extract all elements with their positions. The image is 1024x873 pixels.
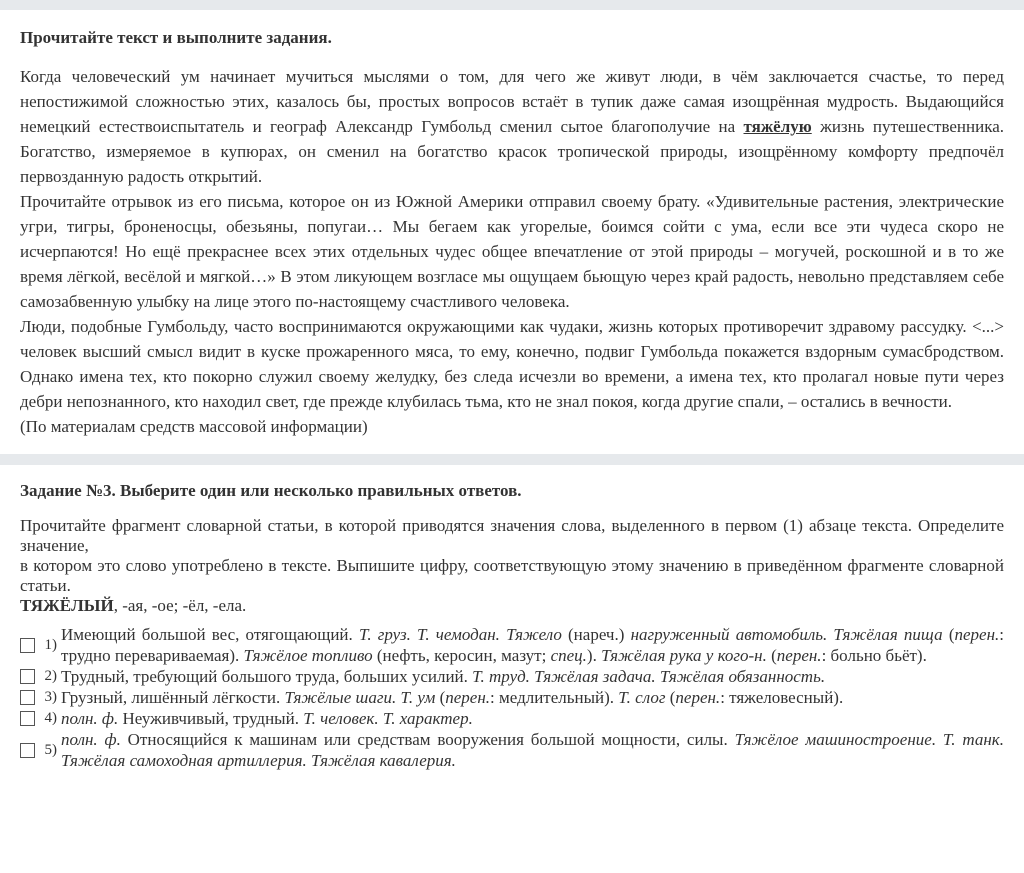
reading-section (0, 10, 1024, 439)
task-title: Задание №3. Выберите один или несколько правильных ответов. (20, 481, 522, 500)
option-2-checkbox[interactable] (20, 669, 35, 684)
highlighted-word: тяжёлую (743, 117, 812, 136)
option-3-checkbox[interactable] (20, 690, 35, 705)
option-5[interactable]: 5) полн. ф. Относящийся к машинам или средствам вооружения большой мощности, силы. Тяжёлое машиностроение. Т. танк. Тяжёлая самоходная артиллерия. Тяжёлая кавалерия. (20, 729, 1004, 771)
option-1[interactable]: 1) Имеющий большой вес, отягощающий. Т. груз. Т. чемодан. Тяжело (нареч.) нагруженный автомобиль. Тяжёлая пища (перен.: трудно перевариваемая). Тяжёлое топливо (нефть, керосин, мазут; спец.). Тяжёлая рука у кого-н. (перен.: больно бьёт). (20, 624, 1004, 666)
paragraph-3: Люди, подобные Гумбольду, часто воспринимаются окружающими как чудаки, жизнь которых противоречит здравому рассудку. <...> человек высший смысл видит в куске прожаренного мяса, то ему, конечно, подвиг Гумбольда покажется вздорным сумасбродством. Однако имена тех, кто покорно служил своему желудку, без следа исчезли во времени, а имена тех, кто пролагал новые пути через дебри непознанного, кто находил свет, где прежде клубилась тьма, кто не знал покоя, когда другие спали, – остались в вечности. (20, 317, 1004, 411)
top-separator (0, 0, 1024, 10)
instruction-line-1: Прочитайте фрагмент словарной статьи, в которой приводятся значения слова, выделенного в первом (1) абзаце текста. Определите значение, (20, 516, 1004, 555)
option-1-checkbox[interactable] (20, 638, 35, 653)
option-5-text: полн. ф. Относящийся к машинам или средствам вооружения большой мощности, силы. Тяжёлое машиностроение. Т. танк. Тяжёлая самоходная артиллерия. Тяжёлая кавалерия. (61, 730, 1004, 770)
option-2[interactable]: 2) Трудный, требующий большого труда, больших усилий. Т. труд. Тяжёлая задача. Тяжёлая обязанность. (20, 666, 1004, 687)
task-instructions (20, 516, 1004, 596)
option-2-text: Трудный, требующий большого труда, больших усилий. Т. труд. Тяжёлая задача. Тяжёлая обязанность. (61, 667, 826, 686)
section-separator (0, 454, 1024, 465)
option-4[interactable]: 4) полн. ф. Неуживчивый, трудный. Т. человек. Т. характер. (20, 708, 1004, 729)
source-note: (По материалам средств массовой информации) (20, 417, 368, 436)
option-4-checkbox[interactable] (20, 711, 35, 726)
option-5-checkbox[interactable] (20, 743, 35, 758)
task-section (0, 465, 1024, 771)
answer-options (20, 624, 1004, 771)
paragraph-1: Когда человеческий ум начинает мучиться мыслями о том, для чего же живут люди, в чём заключается счастье, то перед непостижимой сложностью этих, казалось бы, простых вопросов встаёт в тупик даже самая изощрённая мудрость. Выдающийся немецкий естествоиспытатель и географ Александр Гумбольд сменил сытое благополучие на тяжёлую жизнь путешественника. Богатство, измеряемое в купюрах, он сменил на богатство красок тропической природы, изощрённому комфорту предпочёл первозданную радость открытий. (20, 67, 1005, 186)
option-3-text: Грузный, лишённый лёгкости. Тяжёлые шаги. Т. ум (перен.: медлительный). Т. слог (перен.: тяжеловесный). (61, 688, 844, 707)
reading-text (20, 64, 1004, 439)
paragraph-2: Прочитайте отрывок из его письма, которое он из Южной Америки отправил своему брату. «Удивительные растения, электрические угри, тигры, броненосцы, обезьяны, попугаи… Мы бегаем как угорелые, боимся сойти с ума, если все эти чудеса скоро не исчерпаются! Но ещё прекраснее всех этих отдельных чудес общее впечатление от этой природы – могучей, роскошной и в то же время лёгкой, весёлой и мягкой…» В этом ликующем возгласе мы ощущаем бьющую через край радость, невольно представляем себе самозабвенную улыбку на лице этого по-настоящему счастливого человека. (20, 192, 1004, 311)
instruction-line-2: в котором это слово употреблено в тексте. Выпишите цифру, соответствующую этому значению в приведённом фрагменте словарной статьи. (20, 556, 1004, 595)
dictionary-headword: ТЯЖЁЛЫЙ, -ая, -ое; -ёл, -ела. (20, 596, 247, 615)
section-title: Прочитайте текст и выполните задания. (20, 28, 332, 47)
option-3[interactable]: 3) Грузный, лишённый лёгкости. Тяжёлые шаги. Т. ум (перен.: медлительный). Т. слог (перен.: тяжеловесный). (20, 687, 1004, 708)
option-4-text: полн. ф. Неуживчивый, трудный. Т. человек. Т. характер. (61, 709, 473, 728)
option-1-text: Имеющий большой вес, отягощающий. Т. груз. Т. чемодан. Тяжело (нареч.) нагруженный автомобиль. Тяжёлая пища (перен.: трудно перевариваемая). Тяжёлое топливо (нефть, керосин, мазут; спец.). Тяжёлая рука у кого-н. (перен.: больно бьёт). (61, 625, 1005, 665)
